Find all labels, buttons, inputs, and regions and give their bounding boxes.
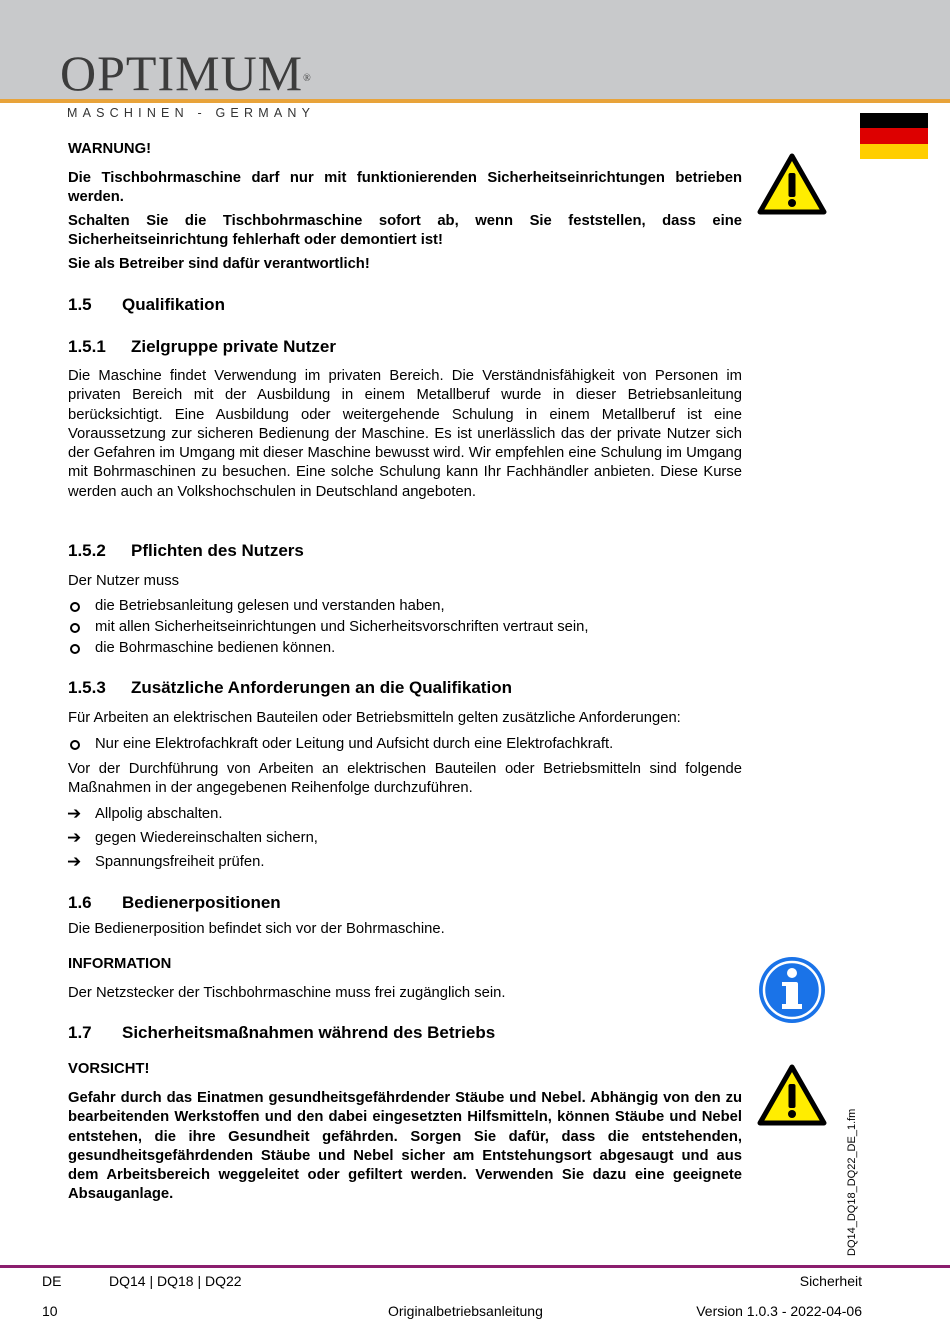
bullet-icon [70, 644, 80, 654]
info-text: Der Netzstecker der Tischbohrmaschine muss frei zugänglich sein. [68, 985, 506, 1001]
warning-paragraph: Sie als Betreiber sind dafür verantwortlich! [68, 256, 370, 272]
caution-label: VORSICHT! [68, 1061, 150, 1077]
body-paragraph: Die Bedienerposition befindet sich vor der Bohrmaschine. [68, 921, 445, 937]
section-heading: 1.6 Bedienerpositionen [68, 893, 281, 912]
footer-version: Version 1.0.3 - 2022-04-06 [696, 1303, 862, 1319]
bullet-icon [70, 602, 80, 612]
info-circle-icon [758, 956, 826, 1024]
warning-triangle-icon [757, 153, 827, 215]
arrow-right-icon: ➔ [67, 852, 82, 871]
footer-doc-type: Originalbetriebsanleitung [388, 1303, 543, 1319]
warning-paragraph: Die Tischbohrmaschine darf nur mit funktionierenden Sicherheitseinrichtungen betrieben werden. [68, 170, 742, 206]
warning-triangle-icon [757, 1064, 827, 1126]
body-paragraph: Die Maschine findet Verwendung im privaten Bereich. Die Verständnisfähigkeit von Personen im privaten Bereich mit der Ausbildung in einem Metallberuf wurde in dieser Betriebsanleitung berücksichtigt. Eine Ausbildung oder weitergehende Schulung in einem Metallberuf ist eine Voraussetzung zur sicheren Bedienung der Maschine. Es ist unerlässlich das der private Nutzer sich der Gefahren im Umgang mit dieser Maschine bewusst wird. Wir empfehlen eine Schulung im Umgang mit Bohrmaschinen zu besuchen. Eine solche Schulung kann Ihr Fachhändler anbieten. Diese Kurse werden auch an Volkshochschulen in Deutschland angeboten. [68, 368, 742, 500]
side-filename: DQ14_DQ18_DQ22_DE_1.fm [846, 1108, 858, 1256]
body-paragraph: Für Arbeiten an elektrischen Bauteilen oder Betriebsmitteln gelten zusätzliche Anforderungen: [68, 710, 681, 726]
body-paragraph: Der Nutzer muss [68, 573, 179, 589]
footer-models: DQ14 | DQ18 | DQ22 [109, 1273, 242, 1289]
arrow-right-icon: ➔ [67, 804, 82, 823]
footer-divider [0, 1265, 950, 1268]
info-label: INFORMATION [68, 956, 172, 972]
bullet-icon [70, 623, 80, 633]
subsection-heading: 1.5.3 Zusätzliche Anforderungen an die Qualifikation [68, 678, 512, 697]
footer-language: DE [42, 1273, 62, 1289]
logo-subtitle: MASCHINEN - GERMANY [67, 106, 316, 120]
subsection-heading: 1.5.1 Zielgruppe private Nutzer [68, 337, 336, 356]
footer-chapter: Sicherheit [799, 1273, 862, 1289]
bullet-icon [70, 740, 80, 750]
caution-text: Gefahr durch das Einatmen gesundheitsgefährdender Stäube und Nebel. Abhängig von den zu bearbeitenden Werkstoffen und den dabei eingesetzten Hilfsmitteln, können Stäube und Nebel entstehen, die ihre Gesundheit gefährden. Sorgen Sie dafür, dass die entstehenden, gesundheitsgefährdenden Stäube und Nebel sicher am Entstehungsort abgesaugt und aus dem Arbeitsbereich weggeleitet oder gefiltert werden. Verwenden Sie dazu eine geeignete Absauganlage. [68, 1090, 742, 1203]
footer-page-number: 10 [42, 1303, 58, 1319]
section-heading: 1.7 Sicherheitsmaßnahmen während des Betriebs [68, 1023, 496, 1042]
german-flag-icon [860, 113, 928, 159]
optimum-logo: OPTIMUM® [60, 45, 312, 101]
section-heading: 1.5 Qualifikation [68, 295, 225, 314]
subsection-heading: 1.5.2 Pflichten des Nutzers [68, 541, 304, 560]
arrow-right-icon: ➔ [67, 828, 82, 847]
body-paragraph: Vor der Durchführung von Arbeiten an elektrischen Bauteilen oder Betriebsmitteln sind folgende Maßnahmen in der angegebenen Reihenfolge durchzuführen. [68, 761, 742, 797]
warning-paragraph: Schalten Sie die Tischbohrmaschine sofort ab, wenn Sie feststellen, dass eine Sicherheitseinrichtung fehlerhaft oder demontiert ist! [68, 213, 742, 249]
warning-label: WARNUNG! [68, 141, 152, 157]
